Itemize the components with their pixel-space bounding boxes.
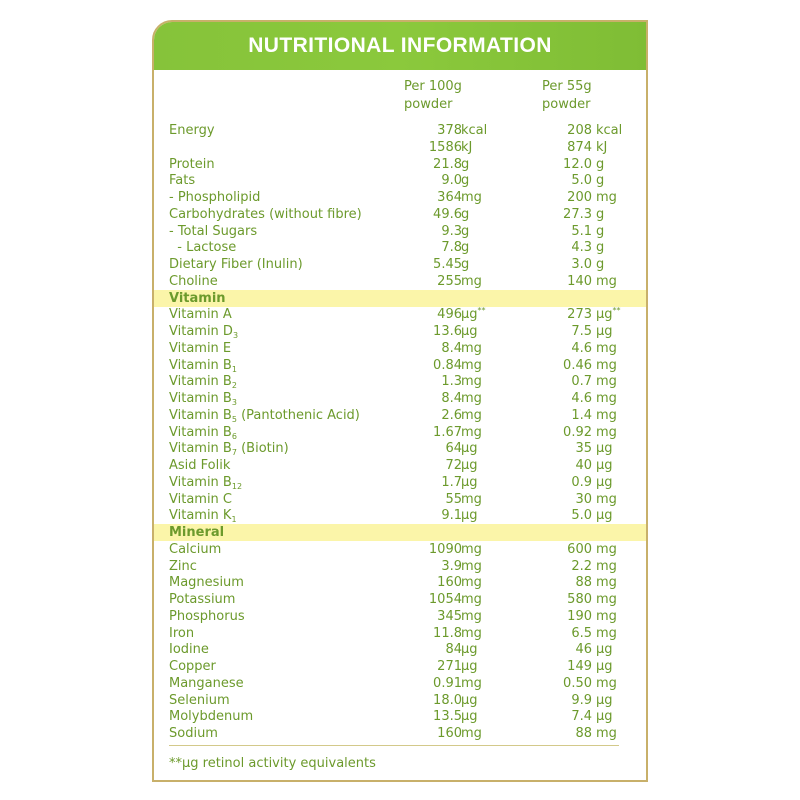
- nutrient-row: [154, 440, 646, 457]
- nutrient-row: [154, 474, 646, 491]
- nutrient-label: Vitamin $B_2$: [169, 374, 237, 391]
- nutrient-row: [154, 390, 646, 407]
- nutrient-label: Vitamin $B_6$: [169, 424, 237, 441]
- nutrient-label: Iron: [169, 625, 195, 641]
- unit-per-55g: μg: [596, 324, 613, 339]
- unit-per-55g: mg: [596, 424, 617, 440]
- value-per-55g: 4.6: [571, 391, 592, 406]
- unit-per-55g: kJ: [596, 139, 608, 155]
- nutrient-label: Calcium: [169, 541, 222, 557]
- table-divider: [169, 745, 619, 746]
- nutrient-label: Manganese: [169, 675, 244, 691]
- nutrient-label: Zinc: [169, 558, 197, 574]
- nutrient-row: [154, 457, 646, 474]
- unit-per-55g: g: [596, 223, 605, 239]
- value-per-55g: 4.3: [571, 240, 592, 256]
- unit-per-100g: μg**: [461, 306, 486, 323]
- unit-per-55g: mg: [596, 273, 617, 289]
- nutrition-panel: [152, 20, 648, 782]
- unit-per-100g: μg: [461, 458, 478, 473]
- unit-per-55g: mg: [596, 558, 617, 574]
- value-per-100g: 3.9: [441, 558, 462, 574]
- unit-per-100g: kcal: [461, 123, 488, 138]
- value-per-100g: 0.84: [433, 357, 462, 373]
- nutrient-row: [154, 608, 646, 625]
- nutrient-subscript: 1: [231, 364, 237, 374]
- nutrient-label: - Total Sugars: [169, 223, 258, 239]
- unit-per-100g: g: [461, 257, 470, 272]
- value-per-100g: 1054: [428, 592, 462, 607]
- value-per-55g: 874: [567, 139, 592, 155]
- value-per-55g: 190: [567, 608, 592, 624]
- unit-per-55g: μg: [596, 508, 613, 524]
- value-per-100g: 72: [445, 458, 462, 473]
- value-per-55g: 5.0: [571, 508, 592, 524]
- unit-per-100g: mg: [461, 608, 482, 624]
- unit-per-55g: μg: [596, 441, 613, 457]
- unit-per-55g: g: [596, 257, 605, 272]
- nutrient-row: [154, 574, 646, 591]
- nutrient-row: [154, 189, 646, 206]
- value-per-55g: 0.46: [563, 357, 592, 373]
- value-per-100g: 0.91: [433, 675, 462, 691]
- nutrient-row: [154, 725, 646, 742]
- unit-per-100g: kJ: [461, 139, 473, 155]
- value-per-55g: 0.7: [571, 374, 592, 390]
- nutrient-label: - Lactose: [169, 240, 237, 256]
- value-per-100g: 1.3: [441, 374, 462, 390]
- value-per-100g: 84: [445, 642, 462, 658]
- panel-title: NUTRITIONAL INFORMATION: [154, 22, 646, 70]
- nutrient-label: Vitamin $B_1$: [169, 357, 237, 374]
- section-label: Mineral: [169, 525, 225, 540]
- value-per-55g: 208: [567, 123, 592, 138]
- value-per-100g: 8.4: [441, 391, 462, 406]
- unit-per-55g: kcal: [596, 123, 623, 138]
- unit-per-55g: mg: [596, 391, 617, 406]
- unit-per-100g: μg: [461, 508, 478, 524]
- value-per-55g: 0.50: [563, 675, 592, 691]
- nutrient-label: Vitamin C: [169, 491, 233, 507]
- nutrient-label: Vitamin $D_3$: [169, 324, 239, 340]
- unit-per-100g: mg: [461, 407, 482, 423]
- nutrient-subscript: 7: [231, 448, 237, 458]
- nutrient-subscript: 12: [231, 481, 243, 491]
- value-per-100g: 378: [437, 123, 462, 138]
- unit-per-100g: mg: [461, 190, 482, 205]
- value-per-55g: 600: [567, 541, 592, 557]
- unit-per-55g: mg: [596, 357, 617, 373]
- nutrient-row: [154, 424, 646, 441]
- unit-per-55g: g: [596, 240, 605, 256]
- value-per-100g: 1586: [428, 139, 462, 155]
- value-per-100g: 496: [437, 307, 462, 323]
- nutrient-label: Molybdenum: [169, 709, 254, 725]
- column-header-per-100g: [404, 78, 462, 114]
- value-per-55g: 40: [575, 458, 592, 473]
- unit-per-100g: g: [461, 173, 470, 189]
- unit-per-55g: mg: [596, 374, 617, 390]
- value-per-55g: 46: [575, 642, 592, 658]
- value-per-55g: 27.3: [563, 206, 592, 222]
- value-per-100g: 1.7: [441, 474, 462, 490]
- unit-per-100g: mg: [461, 273, 482, 289]
- unit-per-55g: mg: [596, 575, 617, 591]
- nutrient-row: [154, 641, 646, 658]
- nutrient-label: Potassium: [169, 592, 236, 607]
- unit-per-55g: mg: [596, 726, 617, 741]
- value-per-100g: 11.8: [433, 625, 462, 641]
- unit-per-100g: μg: [461, 709, 478, 725]
- unit-per-100g: μg: [461, 441, 478, 457]
- value-per-55g: 88: [575, 575, 592, 591]
- nutrient-label: Selenium: [169, 692, 230, 708]
- value-per-55g: 140: [567, 273, 592, 289]
- section-header-row: [154, 290, 646, 307]
- nutrient-row: [154, 692, 646, 709]
- nutrient-row: [154, 239, 646, 256]
- nutrient-row: [154, 491, 646, 508]
- value-per-100g: 9.0: [441, 173, 462, 189]
- value-per-55g: 1.4: [571, 407, 592, 423]
- nutrient-row: [154, 373, 646, 390]
- unit-per-55g: μg: [596, 692, 613, 708]
- unit-per-100g: mg: [461, 625, 482, 641]
- unit-per-100g: μg: [461, 659, 478, 674]
- nutrient-label: Sodium: [169, 726, 218, 741]
- value-per-55g: 12.0: [563, 156, 592, 172]
- value-per-55g: 200: [567, 190, 592, 205]
- nutrient-label: Magnesium: [169, 575, 244, 591]
- value-per-55g: 580: [567, 592, 592, 607]
- nutrient-row: [154, 507, 646, 524]
- value-per-100g: 55: [445, 491, 462, 507]
- column-header-per-55g: [542, 78, 592, 114]
- unit-per-100g: g: [461, 240, 470, 256]
- unit-per-100g: mg: [461, 391, 482, 406]
- value-per-100g: 13.5: [433, 709, 462, 725]
- nutrient-row: [154, 407, 646, 424]
- value-per-55g: 0.92: [563, 424, 592, 440]
- nutrient-row: [154, 541, 646, 558]
- value-per-55g: 149: [567, 659, 592, 674]
- value-per-55g: 9.9: [571, 692, 592, 708]
- unit-per-55g: mg: [596, 592, 617, 607]
- value-per-100g: 364: [437, 190, 462, 205]
- value-per-100g: 5.45: [433, 257, 462, 272]
- unit-per-100g: mg: [461, 726, 482, 741]
- nutrient-label: Choline: [169, 273, 218, 289]
- unit-per-100g: mg: [461, 491, 482, 507]
- nutrient-label: - Phospholipid: [169, 190, 261, 205]
- nutrient-row: [154, 708, 646, 725]
- unit-per-55g: mg: [596, 608, 617, 624]
- nutrient-row: [154, 273, 646, 290]
- value-per-55g: 4.6: [571, 340, 592, 356]
- unit-per-100g: g: [461, 156, 470, 172]
- nutrient-label: Vitamin $B_{12}$: [169, 474, 243, 491]
- nutrient-row: [154, 357, 646, 374]
- nutrient-row: [154, 139, 646, 156]
- nutrient-label: Iodine: [169, 642, 209, 658]
- value-per-100g: 9.3: [441, 223, 462, 239]
- nutrient-subscript: 1: [231, 515, 237, 525]
- value-per-55g: 30: [575, 491, 592, 507]
- value-per-55g: 6.5: [571, 625, 592, 641]
- value-per-55g: 5.0: [571, 173, 592, 189]
- nutrient-row: [154, 340, 646, 357]
- nutrient-row: [154, 675, 646, 692]
- nutrient-row: [154, 223, 646, 240]
- unit-per-100g: mg: [461, 357, 482, 373]
- unit-per-55g: mg: [596, 625, 617, 641]
- value-per-55g: 88: [575, 726, 592, 741]
- nutrient-subscript: 6: [231, 431, 237, 441]
- nutrient-label: Vitamin $B_7$ (Biotin): [169, 441, 289, 458]
- value-per-100g: 1090: [428, 541, 462, 557]
- value-per-55g: 7.5: [571, 324, 592, 339]
- nutrient-row: [154, 122, 646, 139]
- unit-per-55g: mg: [596, 675, 617, 691]
- value-per-55g: 7.4: [571, 709, 592, 725]
- nutrient-label: Vitamin E: [169, 340, 232, 356]
- unit-per-100g: μg: [461, 324, 478, 339]
- value-per-100g: 13.6: [433, 324, 462, 339]
- column-header-per-100g-line2: powder: [404, 97, 453, 112]
- unit-footnote-mark: **: [477, 306, 486, 316]
- nutrient-label: Carbohydrates (without fibre): [169, 206, 362, 222]
- unit-per-55g: mg: [596, 340, 617, 356]
- nutrient-label: Vitamin $K_1$: [169, 508, 237, 525]
- footnote: **μg retinol activity equivalents: [169, 756, 376, 771]
- unit-per-100g: μg: [461, 692, 478, 708]
- unit-per-100g: mg: [461, 541, 482, 557]
- unit-per-100g: mg: [461, 675, 482, 691]
- nutrient-subscript: 3: [231, 398, 237, 407]
- value-per-100g: 160: [437, 575, 462, 591]
- unit-per-100g: g: [461, 223, 470, 239]
- unit-per-55g: g: [596, 156, 605, 172]
- value-per-100g: 8.4: [441, 340, 462, 356]
- unit-per-55g: μg: [596, 642, 613, 658]
- value-per-55g: 5.1: [571, 223, 592, 239]
- unit-per-55g: μg: [596, 709, 613, 725]
- section-label: Vitamin: [169, 290, 226, 306]
- nutrient-subscript: 2: [231, 381, 237, 391]
- unit-per-55g: μg: [596, 458, 613, 473]
- value-per-55g: 273: [567, 307, 592, 323]
- nutrient-label: Protein: [169, 156, 215, 172]
- column-header-per-55g-line1: Per 55g: [542, 79, 592, 94]
- value-per-100g: 49.6: [433, 206, 462, 222]
- unit-per-55g: mg: [596, 407, 617, 423]
- unit-per-100g: g: [461, 206, 470, 222]
- unit-per-55g: mg: [596, 491, 617, 507]
- column-header-per-55g-line2: powder: [542, 97, 591, 112]
- nutrient-row: [154, 306, 646, 323]
- nutrient-label: Energy: [169, 123, 215, 138]
- unit-per-100g: μg: [461, 642, 478, 658]
- unit-per-55g: μg**: [596, 306, 621, 323]
- nutrient-row: [154, 591, 646, 608]
- nutrient-label: Phosphorus: [169, 608, 245, 624]
- nutrient-row: [154, 625, 646, 642]
- value-per-55g: 35: [575, 441, 592, 457]
- unit-per-100g: mg: [461, 558, 482, 574]
- nutrient-subscript: 5: [231, 414, 237, 424]
- unit-per-100g: mg: [461, 340, 482, 356]
- value-per-100g: 64: [445, 441, 462, 457]
- value-per-55g: 2.2: [571, 558, 592, 574]
- unit-per-55g: g: [596, 206, 605, 222]
- value-per-100g: 160: [437, 726, 462, 741]
- value-per-100g: 7.8: [441, 240, 462, 256]
- value-per-55g: 3.0: [571, 257, 592, 272]
- value-per-100g: 271: [437, 659, 462, 674]
- nutrient-label: Vitamin A: [169, 307, 232, 323]
- value-per-100g: 18.0: [433, 692, 462, 708]
- section-header-row: [154, 524, 646, 541]
- unit-per-55g: g: [596, 173, 605, 189]
- nutrient-row: [154, 156, 646, 173]
- nutrient-row: [154, 172, 646, 189]
- value-per-100g: 255: [437, 273, 462, 289]
- unit-per-55g: mg: [596, 190, 617, 205]
- value-per-100g: 21.8: [433, 156, 462, 172]
- unit-per-55g: mg: [596, 541, 617, 557]
- unit-per-55g: μg: [596, 659, 613, 674]
- unit-footnote-mark: **: [612, 306, 621, 316]
- value-per-55g: 0.9: [571, 474, 592, 490]
- unit-per-100g: mg: [461, 592, 482, 607]
- nutrient-label: Vitamin $B_3$: [169, 391, 237, 407]
- nutrient-row: [154, 658, 646, 675]
- nutrient-row: [154, 558, 646, 575]
- value-per-100g: 9.1: [441, 508, 462, 524]
- nutrient-label: Vitamin $B_5$ (Pantothenic Acid): [169, 407, 360, 424]
- value-per-100g: 2.6: [441, 407, 462, 423]
- value-per-100g: 345: [437, 608, 462, 624]
- unit-per-55g: μg: [596, 474, 613, 490]
- nutrient-subscript: 3: [232, 331, 239, 340]
- nutrient-row: [154, 206, 646, 223]
- column-header-per-100g-line1: Per 100g: [404, 79, 462, 94]
- nutrient-label: Asid Folik: [169, 458, 231, 473]
- nutrient-label: Dietary Fiber (Inulin): [169, 257, 303, 272]
- nutrient-label: Copper: [169, 659, 216, 674]
- nutrient-row: [154, 323, 646, 340]
- unit-per-100g: μg: [461, 474, 478, 490]
- value-per-100g: 1.67: [433, 424, 462, 440]
- unit-per-100g: mg: [461, 424, 482, 440]
- unit-per-100g: mg: [461, 374, 482, 390]
- nutrient-label: Fats: [169, 173, 196, 189]
- nutrient-row: [154, 256, 646, 273]
- unit-per-100g: mg: [461, 575, 482, 591]
